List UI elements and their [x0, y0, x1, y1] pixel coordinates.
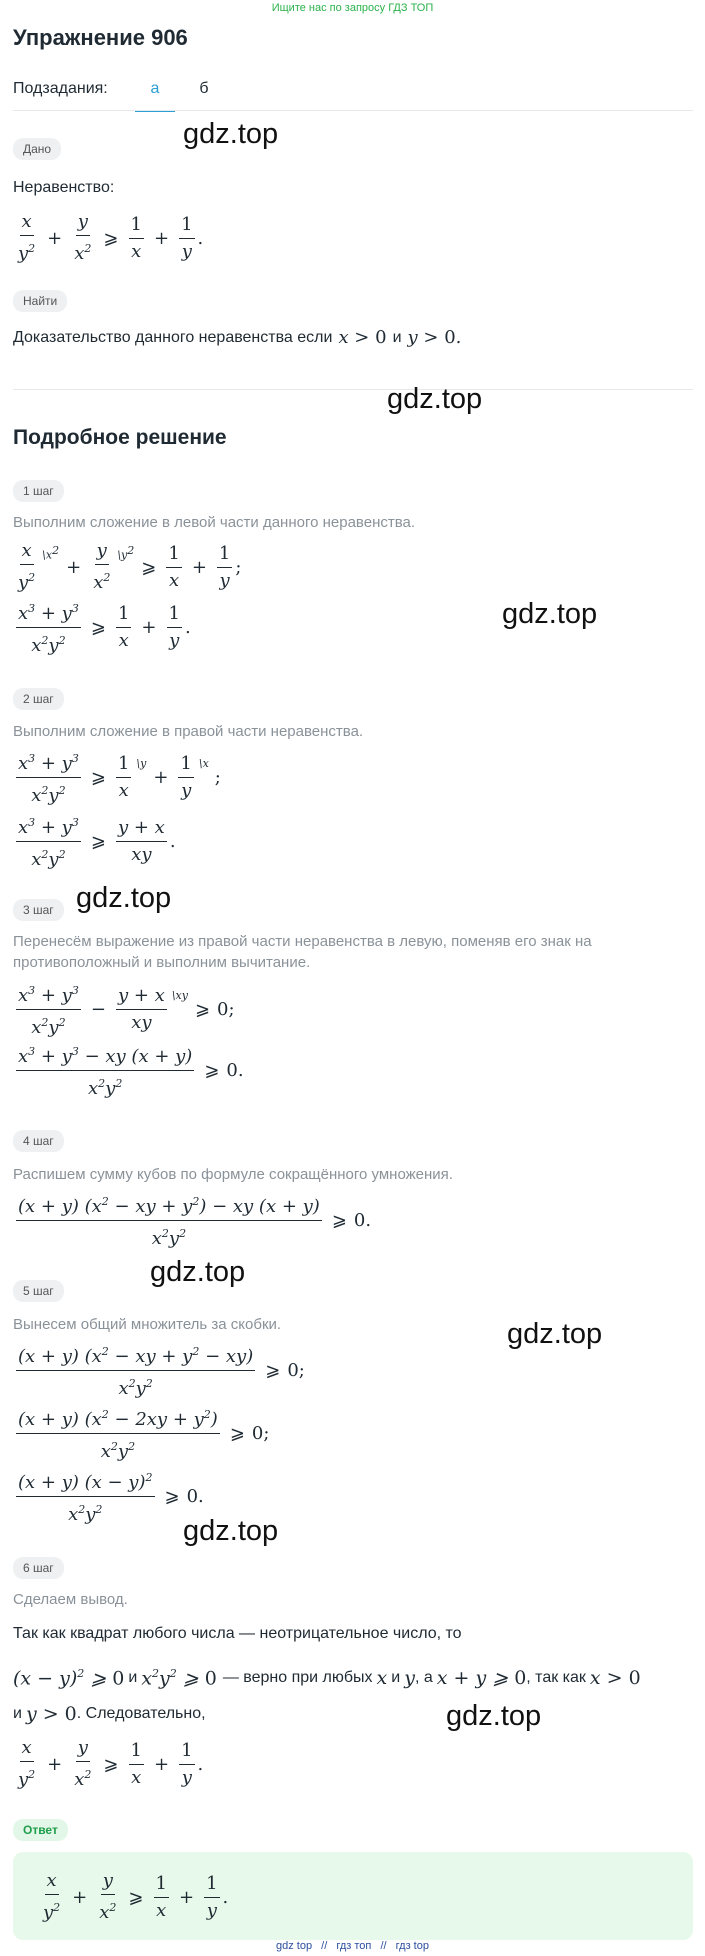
step-text: Выполним сложение в правой части неравенства. — [13, 723, 364, 740]
given-label: Неравенство: — [13, 179, 115, 196]
footer — [0, 1940, 705, 1952]
conclusion-line-1: Так как квадрат любого числа — неотрицательное число, то — [13, 1625, 462, 1642]
step-text: Выполним сложение в левой части данного неравенства. — [13, 514, 416, 531]
watermark: gdz.top — [507, 1318, 603, 1350]
step-badge: 2 шаг — [13, 688, 64, 710]
given-inequality: $\frac{x}{y^2}$ + $\frac{y}{x^2}$ ⩾ $\frac{1}{x}$ + $\frac{1}{y}$ . — [18, 211, 204, 264]
watermark: gdz.top — [76, 882, 172, 914]
watermark: gdz.top — [387, 383, 483, 415]
page-title: Упражнение 906 — [13, 25, 188, 50]
conclusion-true: — верно при любых — [222, 1669, 373, 1687]
tab-a[interactable]: а — [135, 80, 175, 112]
tab-b[interactable]: б — [199, 80, 209, 97]
watermark: gdz.top — [183, 1515, 279, 1547]
footer-separator: // — [321, 1940, 328, 1952]
conclusion-and: и — [391, 1669, 401, 1687]
step-text: Вынесем общий множитель за скобки. — [13, 1316, 282, 1333]
given-badge: Дано — [13, 138, 61, 160]
step-5-line-2: $\frac{(x + y) (x^2 - 2xy + y^2)}{x^2y^2}$ ⩾ 0; — [13, 1404, 269, 1463]
conclusion-then: . Следовательно, — [76, 1705, 206, 1722]
step-4-line-1: $\frac{(x + y) (x^2 - xy + y^2) - xy (x + y)}{x^2y^2}$ ⩾ 0. — [13, 1191, 371, 1250]
step-badge: 6 шаг — [13, 1557, 64, 1579]
solution-title: Подробное решение — [13, 426, 227, 449]
watermark: gdz.top — [150, 1256, 246, 1288]
step-3-line-1: $\frac{x^3 + y^3}{x^2y^2}$ − $\frac{y + x}{xy}$ \xy ⩾ 0; — [13, 980, 235, 1039]
step-text: Распишем сумму кубов по формуле сокращённого умножения. — [13, 1166, 453, 1183]
step-text: Перенесём выражение из правой части неравенства в левую, поменяв его знак на противоположный и выполним вычитание. — [13, 933, 592, 971]
conclusion-and: и — [13, 1705, 22, 1722]
footer-link[interactable]: гдз топ — [336, 1940, 372, 1952]
step-2-line-1: $\frac{x^3 + y^3}{x^2y^2}$ ⩾ $\frac{1}{x}$ \y + $\frac{1}{y}$ \x ; — [13, 748, 221, 807]
step-2-line-2: $\frac{x^3 + y^3}{x^2y^2}$ ⩾ $\frac{y + x}{xy}$ . — [13, 812, 176, 871]
answer-badge: Ответ — [13, 1819, 68, 1841]
find-text: Доказательство данного неравенства если x > 0 и y > 0. — [13, 327, 462, 348]
conclusion-line-3: и y > 0 . Следовательно, — [13, 1703, 206, 1725]
find-and: и — [392, 328, 402, 346]
conclusion-a: , а — [414, 1669, 433, 1687]
conclusion-and: и — [128, 1669, 138, 1687]
step-1-line-1: $\frac{x}{y^2}$ $\backslash x^2$ + $\frac{y}{x^2}$ $\backslash y^2$ ⩾ $\frac{1}{x}$ + $\frac{1}{y}$ ; — [18, 540, 242, 593]
step-5-line-3: $\frac{(x + y) (x - y)^2}{x^2y^2}$ ⩾ 0. — [13, 1467, 204, 1526]
top-note: Ищите нас по запросу ГДЗ ТОП — [271, 2, 434, 14]
step-badge: 5 шаг — [13, 1280, 64, 1302]
footer-link[interactable]: гдз top — [395, 1940, 429, 1952]
footer-separator: // — [380, 1940, 387, 1952]
step-text: Сделаем вывод. — [13, 1591, 128, 1608]
divider — [13, 110, 693, 111]
find-text-label: Доказательство данного неравенства если — [13, 328, 333, 346]
watermark: gdz.top — [502, 598, 598, 630]
step-badge: 3 шаг — [13, 899, 64, 921]
conclusion-inequality: $\frac{x}{y^2}$ + $\frac{y}{x^2}$ ⩾ $\frac{1}{x}$ + $\frac{1}{y}$ . — [18, 1737, 204, 1790]
divider — [13, 389, 693, 390]
conclusion-since: , так как — [526, 1669, 586, 1687]
find-badge: Найти — [13, 290, 67, 312]
step-3-line-2: $\frac{x^3 + y^3 - xy (x + y)}{x^2y^2}$ ⩾ 0. — [13, 1041, 244, 1100]
step-5-line-1: $\frac{(x + y) (x^2 - xy + y^2 - xy)}{x^2y^2}$ ⩾ 0; — [13, 1341, 305, 1400]
conclusion-line-2: $(x - y)^2$ ⩾ 0 и $x^2y^2$ ⩾ 0 — верно при любых x и y , а x + y ⩾ 0 , так как x > 0 — [13, 1667, 641, 1690]
footer-link[interactable]: gdz top — [276, 1940, 313, 1952]
step-badge: 1 шаг — [13, 480, 64, 502]
answer-inequality: $\frac{x}{y^2}$ + $\frac{y}{x^2}$ ⩾ $\frac{1}{x}$ + $\frac{1}{y}$ . — [43, 1870, 229, 1923]
step-1-line-2: $\frac{x^3 + y^3}{x^2y^2}$ ⩾ $\frac{1}{x}$ + $\frac{1}{y}$ . — [13, 598, 191, 657]
watermark: gdz.top — [446, 1700, 542, 1732]
watermark: gdz.top — [183, 118, 279, 150]
subtasks-label: Подзадания: — [13, 80, 108, 97]
step-badge: 4 шаг — [13, 1130, 64, 1152]
